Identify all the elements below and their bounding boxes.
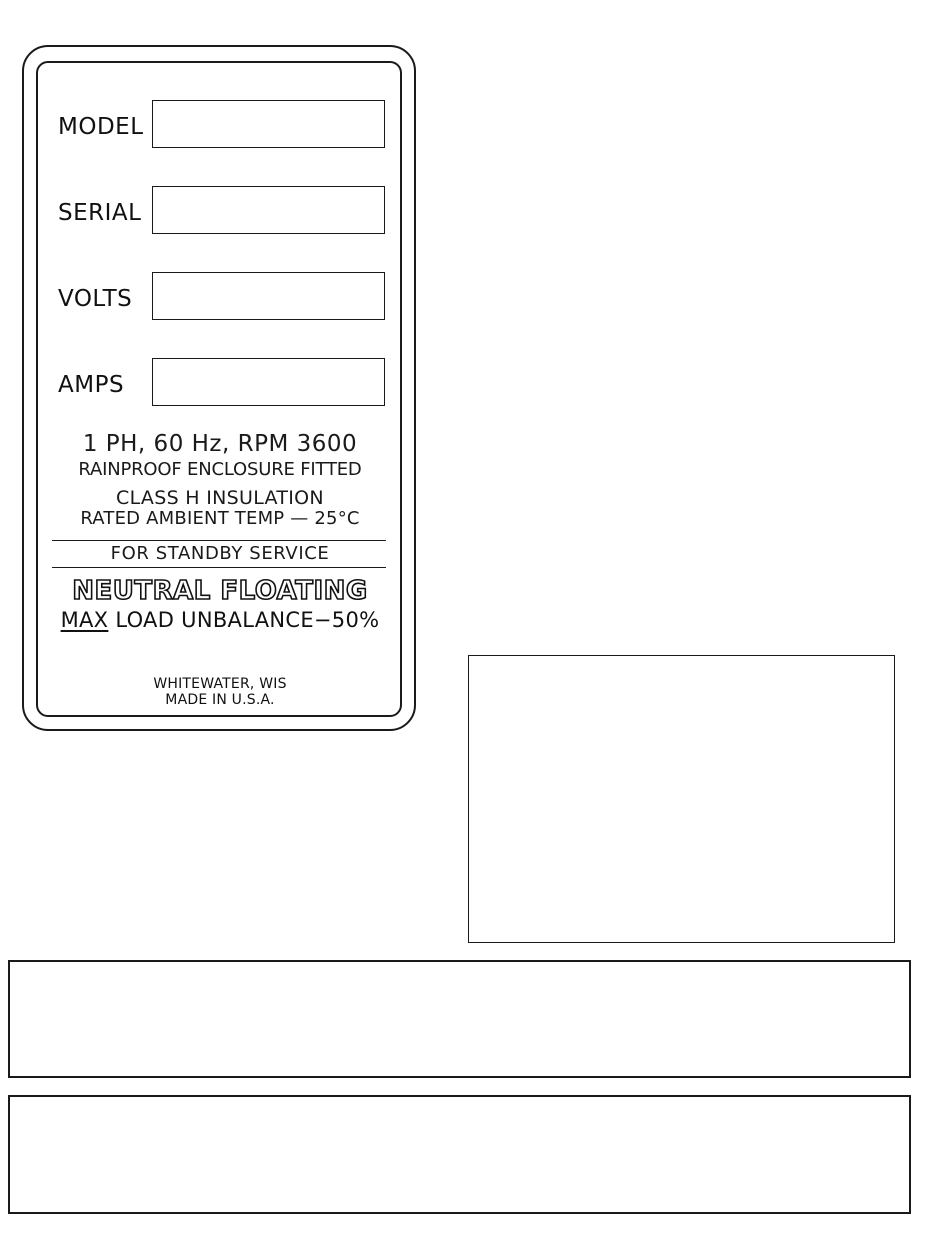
max-word: MAX xyxy=(60,608,109,632)
model-field xyxy=(152,100,385,148)
blank-label-frame-wide-top xyxy=(8,960,911,1078)
divider-bottom xyxy=(52,567,386,568)
serial-label: SERIAL xyxy=(58,200,142,226)
volts-label: VOLTS xyxy=(58,286,133,312)
volts-field xyxy=(152,272,385,320)
max-load-text xyxy=(46,610,394,631)
serial-field xyxy=(152,186,385,234)
amps-label: AMPS xyxy=(58,372,125,398)
amps-field xyxy=(152,358,385,406)
load-unbalance-text: LOAD UNBALANCE−50% xyxy=(108,608,380,632)
model-label: MODEL xyxy=(58,114,144,140)
ambient-temp-text: RATED AMBIENT TEMP — 25°C xyxy=(80,508,360,529)
manufacturer-city-text: WHITEWATER, WIS xyxy=(153,676,287,692)
blank-label-frame-wide-bottom xyxy=(8,1095,911,1214)
divider-top xyxy=(52,540,386,541)
phase-frequency-rpm-text: 1 PH, 60 Hz, RPM 3600 xyxy=(82,431,358,457)
insulation-class-text: CLASS H INSULATION xyxy=(116,487,324,509)
enclosure-text: RAINPROOF ENCLOSURE FITTED xyxy=(78,459,362,480)
neutral-floating-heading: NEUTRAL FLOATING xyxy=(72,576,368,606)
blank-label-frame-right xyxy=(468,655,895,943)
made-in-text: MADE IN U.S.A. xyxy=(165,692,275,708)
standby-service-text: FOR STANDBY SERVICE xyxy=(110,543,330,564)
